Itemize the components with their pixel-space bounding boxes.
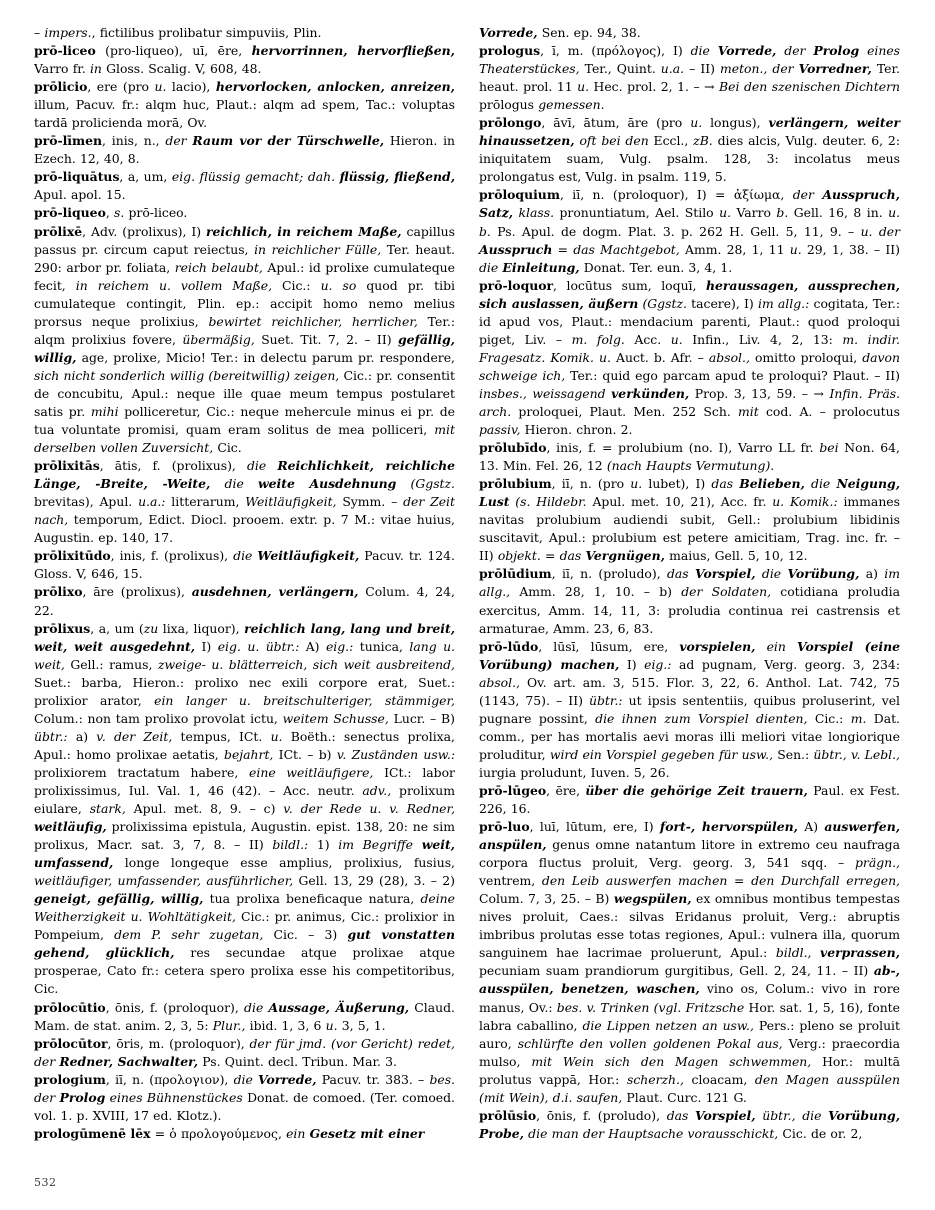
dictionary-entry: prōlixus, a, um (zu lixa, liquor), reichlich lang, lang und breit, weit, weit ausgedehnt, I) eig. u. übtr.: A) eig.: tunica, lang u. weit, Gell.: ramus, zweige- u. blätterreich, sich weit ausbreitend, Suet.: barba, Hieron.: prolixo nec exili corpore erat, Suet.: prolixior arator, ein langer u. breitschulteriger, stämmiger, Colum.: non tam prolixo provolat ictu, weitem Schusse, Lucr. – B) übtr.: a) v. der Zeit, tempus, ICt. u. Boëth.: senectus prolixa, Apul.: homo prolixae aetatis, bejahrt, ICt. – b) v. Zuständen usw.: prolixiorem tractatum habere, eine weitläufigere, ICt.: labor prolixissimus, Iul. Val. 1, 46 (42). – Acc. neutr. adv., prolixum eiulare, stark, Apul. met. 8, 9. – c) v. der Rede u. v. Redner, weitläufig, prolixissima epistula, Augustin. epist. 138, 20: ne sim prolixus, Macr. sat. 3, 7, 8. – II) bildl.: 1) im Begriffe weit, umfassend, longe longeque esse amplius, prolixius, fusius, weitläufiger, umfassender, ausführlicher, Gell. 13, 29 (28), 3. – 2) geneigt, gefällig, willig, tua prolixa beneficaque natura, deine Weitherzigkeit u. Wohltätigkeit, Cic.: pr. animus, Cic.: prolixior in Pompeium, dem P. sehr zugetan, Cic. – 3) gut vonstatten gehend, glücklich, res secundae atque prolixae atque prosperae, Cato fr.: cetera spero prolixa esse his competitoribus, Cic.: [34, 620, 456, 997]
dictionary-entry: prologūmenē lēx = ὁ προλογούμενος, ein Gesetz mit einer: [34, 1125, 425, 1141]
right-text-column: [479, 24, 900, 1143]
dictionary-entry: prōlocūtor, ōris, m. (proloquor), der für jmd. (vor Gericht) redet, der Redner, Sachwalter, Ps. Quint. decl. Tribun. Mar. 3.: [34, 1035, 456, 1069]
left-text-column: [34, 24, 455, 1143]
dictionary-entry: prōlicio, ere (pro u. lacio), hervorlocken, anlocken, anreizen, illum, Pacuv. fr.: alqm huc, Plaut.: alqm ad spem, Tac.: voluptas tardā prolicienda morā, Ov.: [34, 79, 455, 131]
dictionary-entry: prō-luo, luī, lūtum, ere, I) fort-, hervorspülen, A) auswerfen, anspülen, genus omne natantum litore in extremo ceu naufraga corpora fluctus proluit, Verg. georg. 3, 541 sqq. – prägn., ventrem, den Leib auswerfen machen = den Durchfall erregen, Colum. 7, 3, 25. – B) wegspülen, ex omnibus montibus tempestas nives proluit, Caes.: silvas Eridanus proluit, Verg.: abruptis imbribus prolutas esse totas regiones, Apul.: vulnera illa, quorum sanguinem hae lacrimae proluerunt, Apul.: bildl., verprassen, pecuniam suam prandiorum gurgitibus, Gell. 2, 24, 11. – II) ab-, ausspülen, benetzen, waschen, vino os, Colum.: vivo in rore manus, Ov.: bes. v. Trinken (vgl. Fritzsche Hor. sat. 1, 5, 16), fonte labra caballino, die Lippen netzen an usw., Pers.: pleno se proluit auro, schlürfte den vollen goldenen Pokal aus, Verg.: praecordia mulso, mit Wein sich den Magen schwemmen, Hor.: multā prolutus vappā, Hor.: scherzh., cloacam, den Magen ausspülen (mit Wein), d.i. saufen, Plaut. Curc. 121 G.: [479, 819, 901, 1105]
dictionary-entry: – impers., fictilibus prolibatur simpuviis, Plin.: [34, 25, 322, 40]
dictionary-entry: prōlixo, āre (prolixus), ausdehnen, verlängern, Colum. 4, 24, 22.: [34, 584, 455, 618]
dictionary-entry: prōlūsio, ōnis, f. (proludo), das Vorspiel, übtr., die Vorübung, Probe, die man der Hauptsache vorausschickt, Cic. de or. 2,: [479, 1107, 901, 1141]
dictionary-entry: prōlixē, Adv. (prolixus), I) reichlich, in reichem Maße, capillus passus pr. circum caput reiectus, in reichlicher Fülle, Ter. heaut. 290: arbor pr. foliata, reich belaubt, Apul.: id prolixe cumulateque fecit, in reichem u. vollem Maße, Cic.: u. so quod pr. tibi cumulateque contingit, Plin. ep.: accipit homo nemo melius prorsus neque prolixius, bewirtet reichlicher, herrlicher, Ter.: alqm prolixius fovere, übermäßig, Suet. Tit. 7, 2. – II) gefällig, willig, age, prolixe, Micio! Ter.: in delectu parum pr. respondere, sich nicht sonderlich willig (bereitwillig) zeigen, Cic.: pr. consentit de concubitu, Apul.: neque ille quae meum tempus postularet satis pr. mihi polliceretur, Cic.: neque mehercule minus ei pr. de tua voluntate promisi, quam eram solitus de mea polliceri, mit derselben vollen Zuversicht, Cic.: [34, 223, 455, 456]
dictionary-entry: prōloquium, iī, n. (proloquor), I) = ἀξίωμα, der Ausspruch, Satz, klass. pronuntiatum, Ael. Stilo u. Varro b. Gell. 16, 8 in. u. b. Ps. Apul. de dogm. Plat. 3. p. 262 H. Gell. 5, 11, 9. – u. der Ausspruch = das Machtgebot, Amm. 28, 1, 11 u. 29, 1, 38. – II) die Einleitung, Donat. Ter. eun. 3, 4, 1.: [479, 187, 901, 275]
dictionary-entry: prō-liqueo, s. prō-liceo.: [34, 205, 188, 221]
page-columns: [34, 24, 900, 1143]
dictionary-entry: prologium, iī, n. (προλογιον), die Vorrede, Pacuv. tr. 383. – bes. der Prolog eines Bühnenstückes Donat. de comoed. (Ter. comoed. vol. 1. p. XVIII, 17 ed. Klotz.).: [34, 1071, 455, 1123]
dictionary-entry: Vorrede, Sen. ep. 94, 38.: [479, 25, 641, 40]
dictionary-entry: prōlubium, iī, n. (pro u. lubet), I) das Belieben, die Neigung, Lust (s. Hildebr. Apul. met. 10, 21), Acc. fr. u. Komik.: immanes navitas prolubium audiendi subit, Gell.: prolubium libidinis suscitavit, Apul.: prolubium est petere amicitiam, Trag. inc. fr. – II) objekt. = das Vergnügen, maius, Gell. 5, 10, 12.: [479, 476, 901, 564]
dictionary-entry: prōlubīdo, inis, f. = prolubium (no. I), Varro LL fr. bei Non. 64, 13. Min. Fel. 26, 12 (nach Haupts Vermutung).: [479, 440, 900, 474]
dictionary-entry: prō-loquor, locūtus sum, loquī, heraussagen, aussprechen, sich auslassen, äußern (Ggstz. tacere), I) im allg.: cogitata, Ter.: id apud vos, Plaut.: mendacium parenti, Plaut.: quod proloqui piget, Liv. – m. folg. Acc. u. Infin., Liv. 4, 2, 13: m. indir. Fragesatz. Komik. u. Auct. b. Afr. – absol., omitto proloqui, davon schweige ich, Ter.: quid ego parcam apud te proloqui? Plaut. – II) insbes., weissagend verkünden, Prop. 3, 13, 59. – → Infin. Präs. arch. proloquei, Plaut. Men. 252 Sch. mit cod. A. – prolocutus passiv, Hieron. chron. 2.: [479, 277, 901, 438]
dictionary-entry: prōlūdium, iī, n. (proludo), das Vorspiel, die Vorübung, a) im allg., Amm. 28, 1, 10. – b) der Soldaten, cotidiana proludia exercitus, Amm. 14, 11, 3: proludia continua rei castrensis et armaturae, Amm. 23, 6, 83.: [479, 566, 901, 636]
dictionary-entry: prō-līmen, inis, n., der Raum vor der Türschwelle, Hieron. in Ezech. 12, 40, 8.: [34, 133, 456, 167]
dictionary-entry: prologus, ī, m. (πρόλογος), I) die Vorrede, der Prolog eines Theaterstückes, Ter., Quint. u.a. – II) meton., der Vorredner, Ter. heaut. prol. 11 u. Hec. prol. 2, 1. – → Bei den szenischen Dichtern prōlogus gemessen.: [479, 43, 901, 113]
dictionary-entry: prō-liquātus, a, um, eig. flüssig gemacht; dah. flüssig, fließend, Apul. apol. 15.: [34, 169, 456, 203]
dictionary-entry: prō-lūdo, lūsī, lūsum, ere, vorspielen, ein Vorspiel (eine Vorübung) machen, I) eig.: ad pugnam, Verg. georg. 3, 234: absol., Ov. art. am. 3, 515. Flor. 3, 22, 6. Anthol. Lat. 742, 75 (1143, 75). – II) übtr.: ut ipsis sententiis, quibus proluserint, vel pugnare possint, die ihnen zum Vorspiel dienten, Cic.: m. Dat. comm., per has mortalis aevi moras illi meliori vitae longiorique proluditur, wird ein Vorspiel gegeben für usw., Sen.: übtr., v. Lebl., iurgia proludunt, Iuven. 5, 26.: [479, 638, 901, 780]
dictionary-entry: prōlixitās, ātis, f. (prolixus), die Reichlichkeit, reichliche Länge, -Breite, -Weite, die weite Ausdehnung (Ggstz. brevitas), Apul. u.a.: litterarum, Weitläufigkeit, Symm. – der Zeit nach, temporum, Edict. Diocl. prooem. extr. p. 7 M.: vitae huius, Augustin. ep. 140, 17.: [34, 458, 455, 546]
page-number: 532: [34, 1176, 57, 1189]
dictionary-entry: prō-liceo (pro-liqueo), uī, ēre, hervorrinnen, hervorfließen, Varro fr. in Gloss. Scalig. V, 608, 48.: [34, 43, 455, 77]
dictionary-entry: prōlongo, āvī, ātum, āre (pro u. longus), verlängern, weiter hinaussetzen, oft bei den Eccl., zB. dies alcis, Vulg. deuter. 6, 2: iniquitatem suam, Vulg. psalm. 128, 3: incolatus meus prolongatus est, Vulg. in psalm. 119, 5.: [479, 115, 900, 185]
dictionary-entry: prōlocūtio, ōnis, f. (proloquor), die Aussage, Äußerung, Claud. Mam. de stat. anim. 2, 3, 5: Plur., ibid. 1, 3, 6 u. 3, 5, 1.: [34, 999, 455, 1033]
dictionary-entry: prō-lūgeo, ēre, über die gehörige Zeit trauern, Paul. ex Fest. 226, 16.: [479, 782, 900, 817]
dictionary-entry: prōlixitūdo, inis, f. (prolixus), die Weitläufigkeit, Pacuv. tr. 124. Gloss. V, 646, 15.: [34, 548, 455, 582]
